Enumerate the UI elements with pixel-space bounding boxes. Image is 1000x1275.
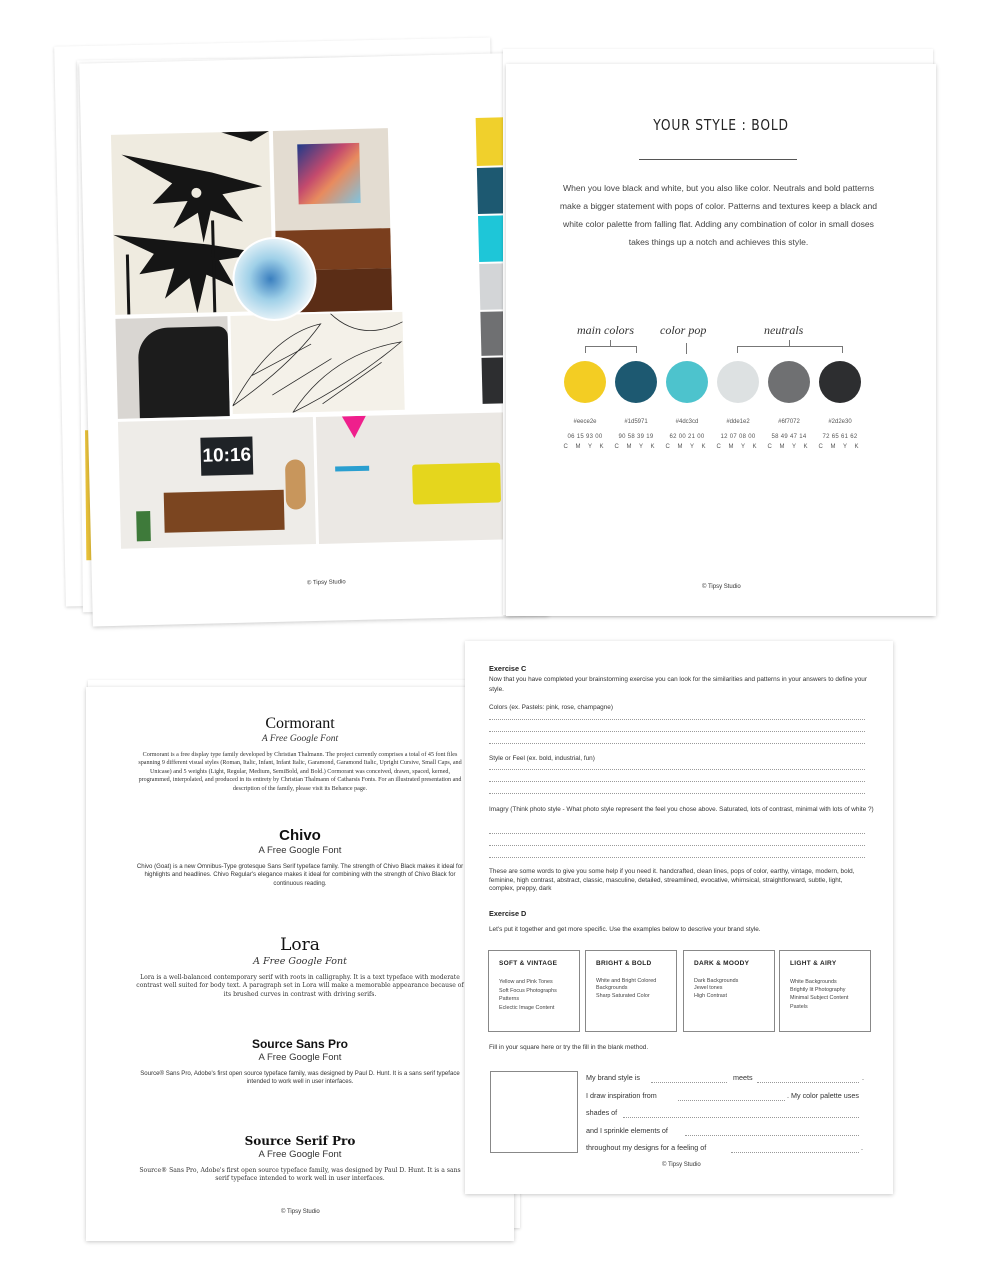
cmyk-letters-1: C M Y K — [563, 444, 607, 450]
label-main-colors: main colors — [577, 323, 634, 337]
font-sub-lora: A Free Google Font — [253, 956, 347, 967]
answer-line-imagery-2[interactable] — [489, 845, 865, 846]
answer-line-imagery-3[interactable] — [489, 857, 865, 858]
card-items — [499, 978, 557, 1012]
question-imagery: Imagry (Think photo style - What photo style represent the feel you chose above. Saturated, lots of contrast, minimal with lots of white ?) — [489, 806, 874, 813]
card-items — [596, 978, 656, 1000]
card-title: SOFT & VINTAGE — [499, 960, 558, 967]
exercise-d-title: Exercise D — [489, 909, 527, 918]
font-name-source-serif: Source Serif Pro — [244, 1134, 356, 1148]
blank-6[interactable] — [731, 1152, 859, 1153]
abstract-painting — [297, 143, 360, 204]
fill-line-2b: . My color palette uses — [787, 1091, 859, 1100]
hex-1: #eece2e — [573, 419, 597, 425]
card-item: Patterns — [499, 996, 520, 1003]
fill-line-5b: . — [861, 1143, 863, 1152]
cmyk-4: 12 07 08 00 — [720, 434, 756, 440]
fill-line-5a: throughout my designs for a feeling of — [586, 1143, 707, 1152]
style-title: YOUR STYLE : BOLD — [653, 116, 789, 134]
plant — [136, 511, 151, 541]
card-item: Soft Focus Photographs — [499, 987, 557, 994]
leaf-line-art — [230, 312, 404, 414]
moodboard-page — [79, 53, 549, 627]
card-title: DARK & MOODY — [694, 960, 750, 967]
font-desc-source-serif: Source® Sans Pro, Adobe's first open source typeface family, was designed by Paul D. Hunt. It is a sans serif typeface intended to work well in user interfaces. — [139, 1167, 461, 1183]
font-name-lora: Lora — [280, 935, 320, 955]
exercise-c-title: Exercise C — [489, 664, 527, 673]
card-title: BRIGHT & BOLD — [596, 960, 652, 967]
cmyk-3: 62 00 21 00 — [669, 434, 705, 440]
font-source-serif — [86, 1134, 514, 1184]
card-item: Minimal Subject Content — [790, 995, 849, 1002]
card-item: White and Bright Colored — [596, 978, 657, 984]
hex-3: #4dc3cd — [675, 419, 699, 425]
wooden-desk — [164, 490, 285, 533]
font-name-chivo: Chivo — [279, 827, 321, 844]
bird-sweater-photo — [115, 316, 229, 419]
cmyk-6: 72 65 61 62 — [822, 434, 858, 440]
bold-style-page — [506, 64, 936, 616]
cmyk-letters-4: C M Y K — [716, 444, 760, 450]
guitar — [285, 459, 306, 509]
font-desc-lora: Lora is a well-balanced contemporary serif with roots in calligraphy. It is a text typeface with moderate contrast well suited for body text. A paragraph set in Lora will make a memorable appearance because of its brushed curves in contrast with driving serifs. — [136, 974, 464, 998]
card-bright-bold[interactable] — [585, 950, 677, 1032]
clock-time: 10:16 — [202, 444, 252, 467]
card-item: Dark Backgrounds — [694, 978, 739, 984]
cmyk-5: 58 49 47 14 — [771, 434, 807, 440]
pink-triangle — [342, 416, 367, 439]
card-item: Pastels — [790, 1003, 808, 1010]
exercise-page-footer: © Tipsy Studio — [662, 1162, 701, 1168]
blank-4[interactable] — [623, 1117, 859, 1118]
leaf-pattern-tile — [230, 312, 404, 414]
card-light-airy[interactable] — [779, 950, 871, 1032]
swatch-circle-6 — [819, 361, 861, 403]
cmyk-letters-5: C M Y K — [767, 444, 811, 450]
card-item: Brightly lit Photography — [790, 987, 846, 994]
font-name-cormorant: Cormorant — [265, 715, 335, 732]
answer-line-colors-3[interactable] — [489, 743, 865, 744]
fill-intro: Fill in your square here or try the fill in the blank method. — [489, 1044, 649, 1051]
style-description: When you love black and white, but you also like color. Neutrals and bold patterns make a bigger statement with pops of color. Patterns and textures keep a black and white color palette from falling flat. Adding any combination of color in small doses takes things up a notch and achieves this style. — [559, 183, 878, 247]
cmyk-letters-6: C M Y K — [818, 444, 862, 450]
card-soft-vintage[interactable] — [488, 950, 580, 1032]
fill-line-3a: shades of — [586, 1108, 618, 1117]
sweater — [138, 326, 230, 418]
fonts-page-footer: © Tipsy Studio — [281, 1209, 320, 1215]
fill-line-1c: . — [862, 1073, 864, 1082]
font-desc-source-sans: Source® Sans Pro, Adobe's first open source typeface family, was designed by Paul D. Hunt. It is a sans serif typeface intended to work well in user interfaces. — [140, 1070, 460, 1086]
font-sub-source-sans: A Free Google Font — [258, 1052, 342, 1063]
answer-line-colors-2[interactable] — [489, 731, 865, 732]
card-item: Eclectic Image Content — [499, 1004, 555, 1011]
font-lora — [86, 935, 514, 999]
font-desc-cormorant: Cormorant is a free display type family developed by Christian Thalmann. The project currently comprises a total of 45 font files spanning 9 different visual styles (Roman, Italic, Infant, Infant Italic, Garamond, Garamond Italic, Upright Cursive, Small Caps, and Unicase) and 5 weights (Light, Regular, Medium, SemiBold, and Bold.) Cormorant was conceived, drawn, spaced, kerned, programmed, interpolated, and produced in its entirety by Christian Thalmann of Catharsis Fonts. For an illustrated presentation and description of the family, please visit its Behance page. — [138, 752, 462, 792]
bracket-main — [585, 346, 637, 353]
blue-side-table — [335, 466, 371, 542]
blank-2[interactable] — [757, 1082, 859, 1083]
moodboard-footer: © Tipsy Studio — [306, 579, 346, 587]
swatch-circle-1 — [564, 361, 606, 403]
question-colors: Colors (ex. Pastels: pink, rose, champagne) — [489, 704, 613, 711]
fill-line-1a: My brand style is — [586, 1073, 640, 1082]
fill-line-1b: meets — [733, 1073, 753, 1082]
yellow-sofa-photo — [316, 412, 507, 544]
cmyk-letters-3: C M Y K — [665, 444, 709, 450]
cmyk-letters-2: C M Y K — [614, 444, 658, 450]
swatch-circle-5 — [768, 361, 810, 403]
cmyk-2: 90 58 39 19 — [618, 434, 654, 440]
card-items — [790, 978, 848, 1011]
yellow-sofa — [412, 462, 501, 504]
card-dark-moody[interactable] — [683, 950, 775, 1032]
card-item: Sharp Saturated Color — [596, 992, 650, 999]
card-item: Backgrounds — [596, 985, 628, 992]
answer-line-style-3[interactable] — [489, 793, 865, 794]
answer-line-imagery-1[interactable] — [489, 833, 865, 834]
label-color-pop: color pop — [660, 323, 707, 337]
fill-line-4a: and I sprinkle elements of — [586, 1126, 668, 1135]
swatch-circle-4 — [717, 361, 759, 403]
answer-line-style-2[interactable] — [489, 781, 865, 782]
exercise-c-intro: Now that you have completed your brainstorming exercise you can look for the similarities and patterns in your answers to define your style. — [489, 676, 867, 693]
exercise-d-intro: Let's put it together and get more specific. Use the examples below to descrive your brand style. — [489, 926, 761, 933]
fill-line-2a: I draw inspiration from — [586, 1091, 657, 1100]
exercise-page — [465, 641, 893, 1194]
blank-3[interactable] — [678, 1100, 785, 1101]
imac-screen — [200, 437, 253, 476]
card-title: LIGHT & AIRY — [790, 960, 837, 967]
font-sub-chivo: A Free Google Font — [258, 845, 342, 856]
font-cormorant — [86, 715, 514, 793]
font-sub-cormorant: A Free Google Font — [261, 734, 339, 744]
helper-words: These are some words to give you some help if you need it. handcrafted, clean lines, pops of color, earthy, vintage, modern, bold, feminine, high contrast, abstract, classic, masculine, detailed, streamlined, evocative, whimsical, straightforward, subtle, light, complex, preppy, dark — [489, 868, 855, 892]
card-item: High Contrast — [694, 992, 727, 999]
question-style: Style or Feel (ex. bold, industrial, fun) — [489, 755, 595, 762]
card-items — [694, 978, 738, 1000]
hex-6: #2d2e30 — [828, 419, 852, 425]
blank-1[interactable] — [651, 1082, 727, 1083]
swatch-circle-2 — [615, 361, 657, 403]
fonts-page — [86, 687, 514, 1241]
blank-5[interactable] — [685, 1135, 859, 1136]
fill-in-square[interactable] — [490, 1071, 578, 1153]
answer-line-colors-1[interactable] — [489, 719, 865, 720]
font-name-source-sans: Source Sans Pro — [251, 1037, 349, 1051]
bracket-main-tick — [610, 340, 611, 346]
bold-page-footer: © Tipsy Studio — [702, 584, 741, 590]
title-divider — [639, 159, 797, 160]
font-desc-chivo: Chivo (Goat) is a new Omnibus-Type grotesque Sans Serif typeface family. The strength of Chivo Black makes it ideal for highlights and headlines. Chivo Regular's elegance makes it ideal for combining with the strength of Chivo Black for continuous reading. — [136, 863, 464, 887]
cmyk-1: 06 15 93 00 — [567, 434, 603, 440]
font-chivo — [86, 827, 514, 888]
answer-line-style-1[interactable] — [489, 769, 865, 770]
font-source-sans — [86, 1037, 514, 1087]
hex-2: #1d5971 — [624, 419, 648, 425]
bracket-neutral — [737, 346, 843, 353]
bracket-pop-tick — [686, 343, 687, 354]
hex-5: #6f7072 — [778, 419, 800, 425]
bracket-neutral-tick — [789, 340, 790, 346]
card-item: Yellow and Pink Tones — [499, 979, 553, 985]
card-item: Jewel tones — [694, 985, 723, 992]
swatch-circle-3 — [666, 361, 708, 403]
font-sub-source-serif: A Free Google Font — [258, 1149, 342, 1160]
card-item: White Backgrounds — [790, 979, 837, 985]
desk-imac-photo — [118, 417, 316, 549]
hex-4: #dde1e2 — [726, 419, 750, 425]
label-neutrals: neutrals — [764, 323, 804, 337]
